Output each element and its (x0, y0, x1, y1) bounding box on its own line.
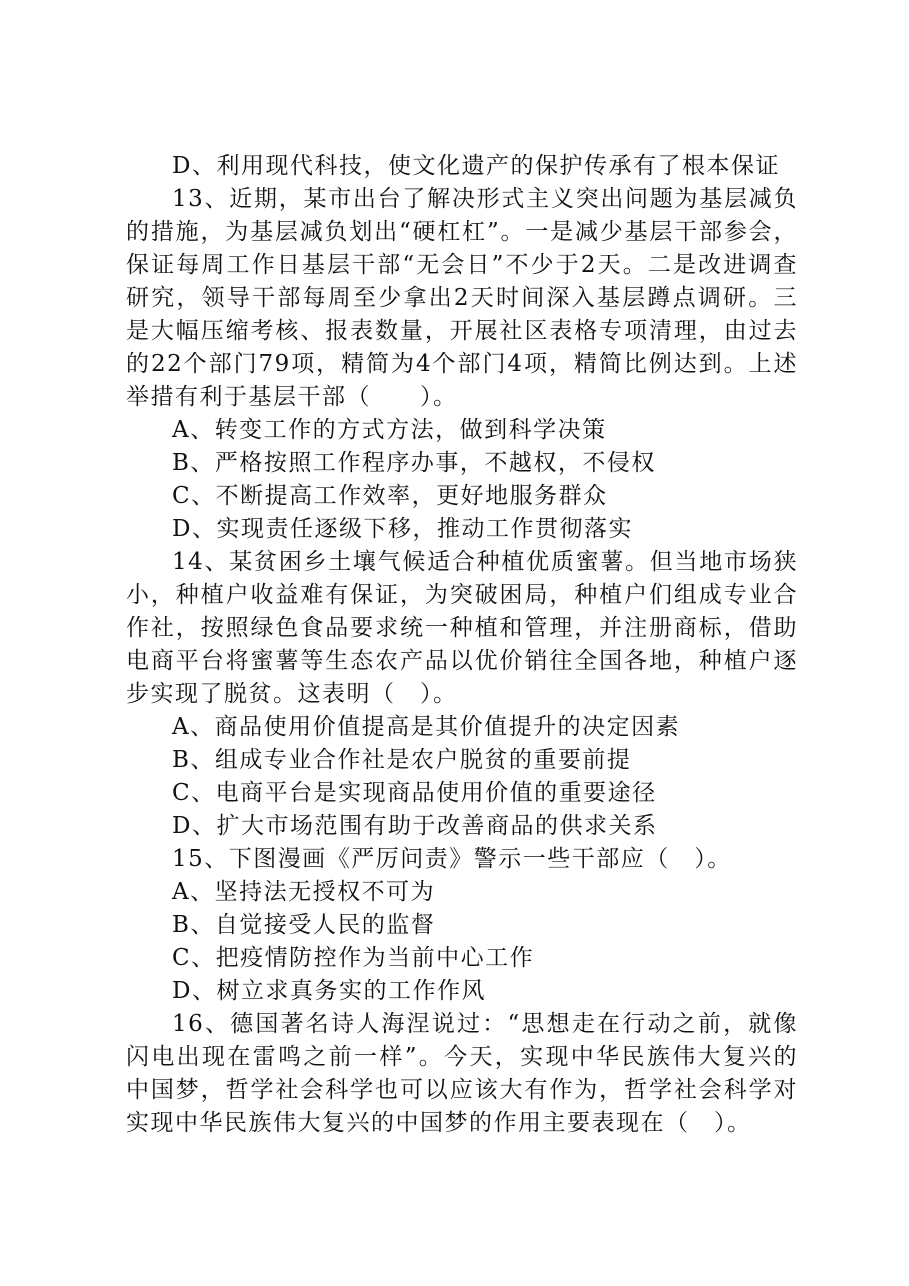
question-stem: 16、德国著名诗人海涅说过：“思想走在行动之前，就像闪电出现在雷鸣之前一样”。今天，实现中华民族伟大复兴的中国梦，哲学社会科学也可以应该大有作为，哲学社会科学对实现中华民族伟大复兴的中国梦的作用主要表现在（ ）。 (126, 1011, 798, 1136)
option-d-previous-question: D、利用现代科技，使文化遗产的保护传承有了根本保证 (172, 153, 780, 179)
option-c: C、不断提高工作效率，更好地服务群众 (172, 483, 608, 509)
option-c: C、电商平台是实现商品使用价值的重要途径 (172, 780, 657, 806)
option-a: A、商品使用价值提高是其价值提升的决定因素 (172, 714, 681, 740)
option-d: D、实现责任逐级下移，推动工作贯彻落实 (172, 516, 633, 542)
option-b: B、严格按照工作程序办事，不越权，不侵权 (172, 450, 656, 476)
option-c: C、把疫情防控作为当前中心工作 (172, 945, 535, 971)
option-d: D、扩大市场范围有助于改善商品的供求关系 (172, 813, 658, 839)
option-d: D、树立求真务实的工作作风 (172, 978, 486, 1004)
option-b: B、组成专业合作社是农户脱贫的重要前提 (172, 747, 632, 773)
option-a: A、坚持法无授权不可为 (172, 879, 436, 905)
option-b: B、自觉接受人民的监督 (172, 912, 436, 938)
question-13 (126, 183, 798, 546)
question-15 (126, 843, 798, 1008)
question-stem: 15、下图漫画《严厉问责》警示一些干部应（ ）。 (172, 846, 732, 872)
question-14 (126, 546, 798, 843)
question-stem: 14、某贫困乡土壤气候适合种植优质蜜薯。但当地市场狭小，种植户收益难有保证，为突破困局，种植户们组成专业合作社，按照绿色食品要求统一种植和管理，并注册商标，借助电商平台将蜜薯等生态农产品以优价销往全国各地，种植户逐步实现了脱贫。这表明（ ）。 (126, 549, 798, 707)
option-a: A、转变工作的方式方法，做到科学决策 (172, 417, 607, 443)
question-stem: 13、近期，某市出台了解决形式主义突出问题为基层减负的措施，为基层减负划出“硬杠杠”。一是减少基层干部参会，保证每周工作日基层干部“无会日”不少于2天。二是改进调查研究，领导干部每周至少拿出2天时间深入基层蹲点调研。三是大幅压缩考核、报表数量，开展社区表格专项清理，由过去的22个部门79项，精简为4个部门4项，精简比例达到。上述举措有利于基层干部（ ）。 (126, 186, 798, 410)
document-body (126, 150, 798, 1140)
question-16 (126, 1008, 798, 1140)
